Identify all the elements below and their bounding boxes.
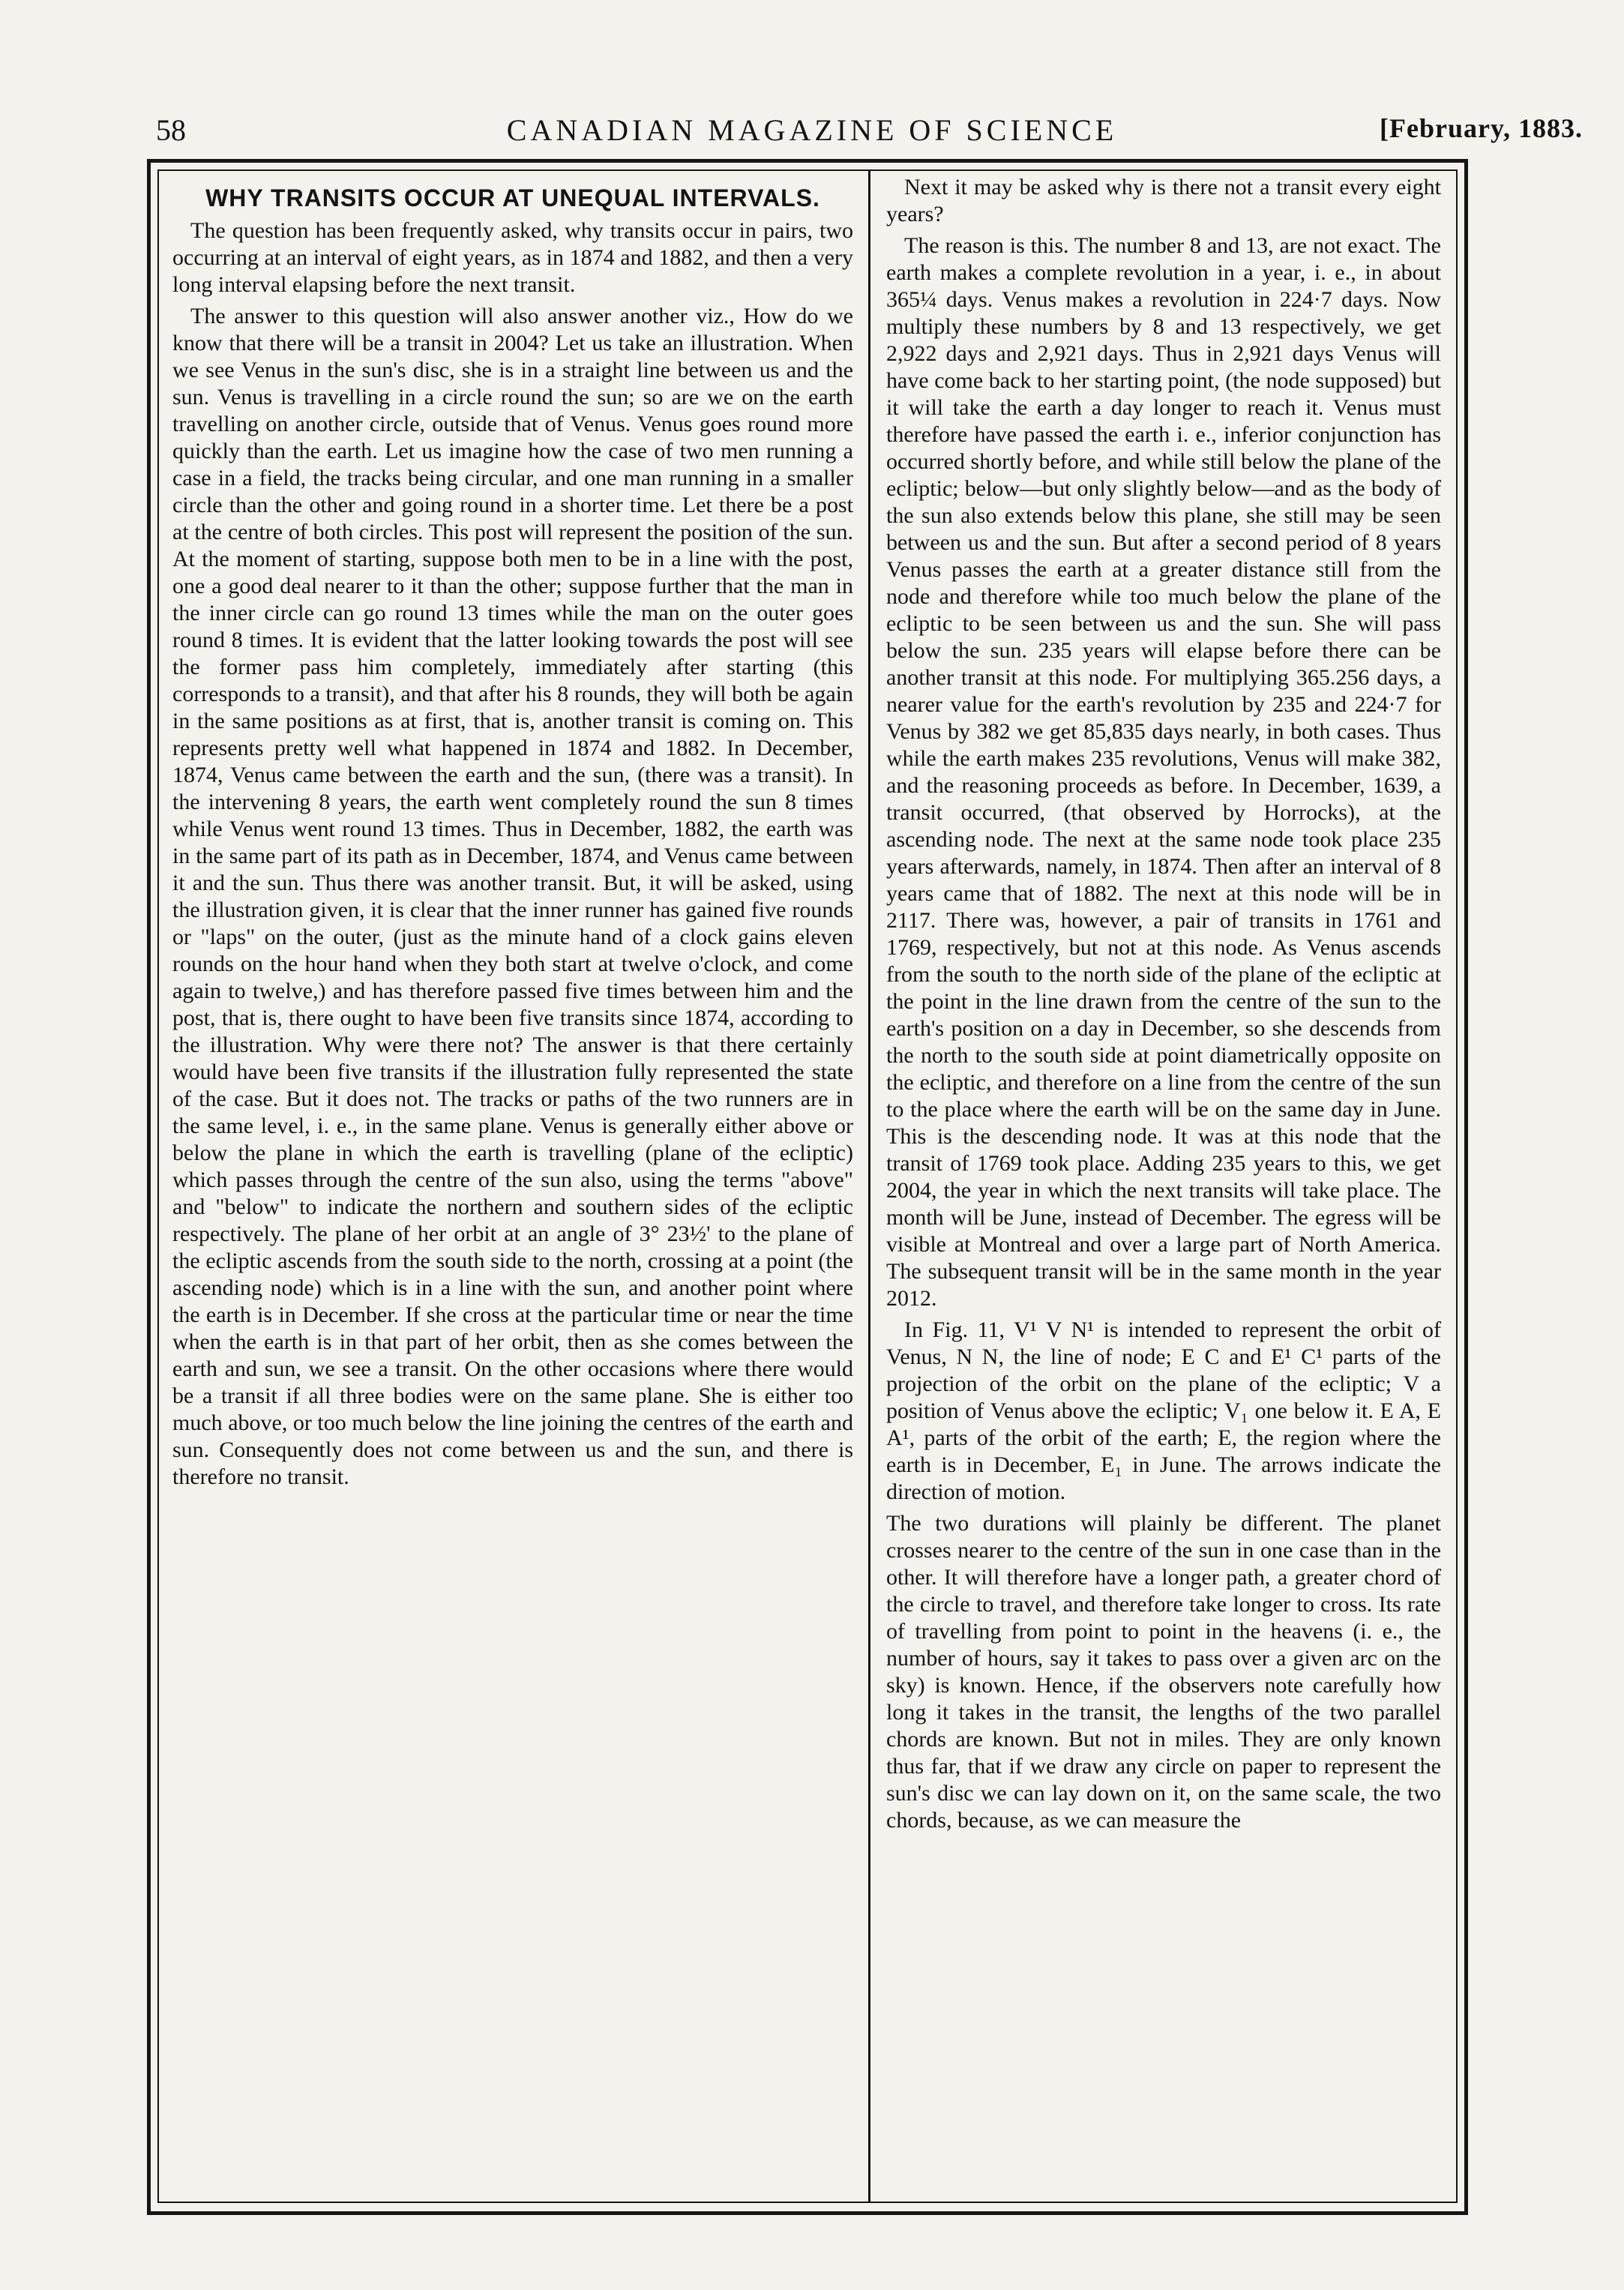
paragraph: Next it may be asked why is there not a transit every eight years? bbox=[886, 175, 1441, 226]
page-header bbox=[0, 112, 1624, 157]
journal-title: CANADIAN MAGAZINE OF SCIENCE bbox=[506, 113, 1118, 147]
paragraph: The two durations will plainly be different. The planet crosses nearer to the centre of the sun in one case than in the other. It will therefore have a longer path, a greater chord of the circle to travel, and therefore take longer to cross. Its rate of travelling from point to point in the heavens (i. e., the number of hours, say it takes to pass over a given arc on the sky) is known. Hence, if the observers note carefully how long it takes in the transit, the lengths of the two parallel chords are known. But not in miles. They are only known thus far, that if we draw any circle on paper to represent the sun's disc we can lay down on it, on the same scale, the two chords, because, as we can measure the bbox=[886, 1511, 1441, 1833]
paragraph: The answer to this question will also answer another viz., How do we know that there will be a transit in 2004? Let us take an illustration. When we see Venus in the sun's disc, she is in a straight line between us and the sun. Venus is travelling in a circle round the sun; so are we on the earth travelling on another circle, outside that of Venus. Venus goes round more quickly than the earth. Let us imagine how the case of two men running a case in a field, the tracks being circular, and one man running in a smaller circle than the other and going round in a shorter time. Let there be a post at the centre of both circles. This post will represent the position of the sun. At the moment of starting, suppose both men to be in a line with the post, one a good deal nearer to it than the other; suppose further that the man in the inner circle can go round 13 times while the man on the outer goes round 8 times. It is evident that the latter looking towards the post will see the former pass him completely, immediately after starting (this corresponds to a transit), and that after his 8 rounds, they will both be again in the same positions as at first, that is, another transit is coming on. This represents pretty well what happened in 1874 and 1882. In December, 1874, Venus came between the earth and the sun, (there was a transit). In the intervening 8 years, the earth went completely round the sun 8 times while Venus went round 13 times. Thus in December, 1882, the earth was in the same part of its path as in December, 1874, and Venus came between it and the sun. Thus there was another transit. But, it will be asked, using the illustration given, it is clear that the inner runner has gained five rounds or "laps" on the outer, (just as the minute hand of a clock gains eleven rounds on the hour hand when they both start at twelve o'clock, and come again to twelve,) and has therefore passed five times between him and the post, that is, there ought to have been five transits since 1874, according to the illustration. Why were there not? The answer is that there certainly would have been five transits if the illustration fully represented the state of the case. But it does not. The tracks or paths of the two runners are in the same level, i. e., in the same plane. Venus is generally either above or below the plane in which the earth is travelling (plane of the ecliptic) which passes through the centre of the sun also, using the terms "above" and "below" to indicate the northern and southern sides of the ecliptic respectively. The plane of her orbit at an angle of 3° 23½' to the plane of the ecliptic ascends from the south side to the north, crossing at a point (the ascending node) which is in a line with the sun, and another point where the earth is in December. If she cross at the particular time or near the time when the earth is in that part of her orbit, then as she comes between the earth and sun, we see a transit. On the other occasions where there would be a transit if all three bodies were on the same plane. She is either too much above, or too much below the line joining the centres of the earth and sun. Consequently does not come between us and the sun, and there is therefore no transit. bbox=[172, 304, 853, 1489]
paragraph: In Fig. 11, V¹ V N¹ is intended to represent the orbit of Venus, N N, the line of node; E C and E¹ C¹ parts of the projection of the orbit on the plane of the ecliptic; V a position of Venus above the ecliptic; V₁ one below it. E A, E A¹, parts of the orbit of the earth; E, the region where the earth is in December, E₁ in June. The arrows indicate the direction of motion. bbox=[886, 1317, 1441, 1504]
article-title: WHY TRANSITS OCCUR AT UNEQUAL INTERVALS. bbox=[205, 184, 820, 211]
left-column bbox=[172, 174, 853, 1495]
issue-date: [February, 1883. bbox=[1380, 113, 1583, 143]
paragraph: The question has been frequently asked, why transits occur in pairs, two occurring at an interval of eight years, as in 1874 and 1882, and then a very long interval elapsing before the next transit. bbox=[172, 218, 853, 297]
column-divider bbox=[868, 169, 870, 2203]
right-column bbox=[886, 174, 1441, 1839]
page-number: 58 bbox=[156, 113, 186, 147]
paragraph: The reason is this. The number 8 and 13, are not exact. The earth makes a complete revolution in a year, i. e., in about 365¼ days. Venus makes a revolution in 224·7 days. Now multiply these numbers by 8 and 13 respectively, we get 2,922 days and 2,921 days. Thus in 2,921 days Venus will have come back to her starting point, (the node supposed) but it will take the earth a day longer to reach it. Venus must therefore have passed the earth i. e., inferior conjunction has occurred shortly before, and while still below the plane of the ecliptic; below—but only slightly below—and as the body of the sun also extends below this plane, she still may be seen between us and the sun. But after a second period of 8 years Venus passes the earth at a greater distance still from the node and therefore while too much below the plane of the ecliptic to be seen between us and the sun. She will pass below the sun. 235 years will elapse before there can be another transit at this node. For multiplying 365.256 days, a nearer value for the earth's revolution by 235 and 224·7 for Venus by 382 we get 85,835 days nearly, in both cases. Thus while the earth makes 235 revolutions, Venus will make 382, and the reasoning proceeds as before. In December, 1639, a transit occurred, (that observed by Horrocks), at the ascending node. The next at the same node took place 235 years afterwards, namely, in 1874. Then after an interval of 8 years came that of 1882. The next at this node will be in 2117. There was, however, a pair of transits in 1761 and 1769, respectively, but not at this node. As Venus ascends from the south to the north side of the plane of the ecliptic at the point in the line drawn from the centre of the sun to the earth's position on a day in December, so she descends from the north to the south side at point diametrically opposite on the ecliptic, and therefore on a line from the centre of the sun to the place where the earth will be on the same day in June. This is the descending node. It was at this node that the transit of 1769 took place. Adding 235 years to this, we get 2004, the year in which the next transits will take place. The month will be June, instead of December. The egress will be visible at Montreal and over a large part of North America. The subsequent transit will be in the same month in the year 2012. bbox=[886, 233, 1441, 1311]
